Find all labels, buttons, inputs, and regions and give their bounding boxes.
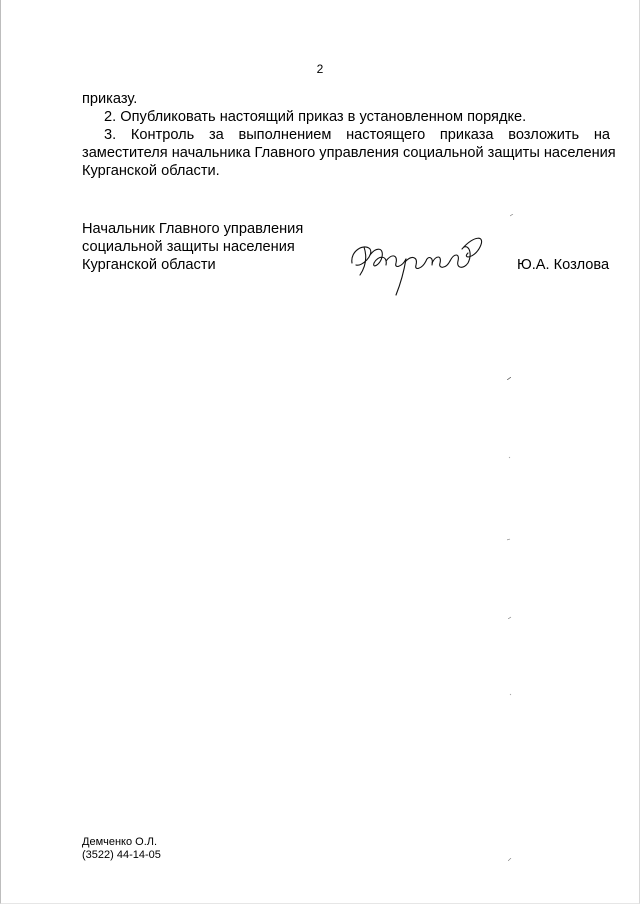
word: приказа [439,127,494,143]
handwritten-signature [344,225,494,297]
word: на [593,127,611,143]
paragraph-continuation: приказу. [82,91,138,107]
position-line: Курганской области [82,257,216,273]
signatory-name: Ю.А. Козлова [517,257,610,273]
scan-speck [510,214,514,217]
position-line: социальной защиты населения [82,239,295,255]
scan-speck [508,616,512,619]
executor-info [82,836,161,862]
paragraph-control-line-3: Курганской области. [82,163,220,179]
position-line: Начальник Главного управления [82,221,304,237]
word: возложить [508,127,580,143]
scan-speck [507,377,511,380]
signatory-position [82,220,303,274]
word: 3. Контроль [104,127,195,143]
paragraph-publish: 2. Опубликовать настоящий приказ в установленном порядке. [104,109,527,125]
paragraph-control-line-2: заместителя начальника Главного управления социальной защиты населения [82,145,616,161]
word: настоящего [346,127,426,143]
executor-phone: (3522) 44-14-05 [82,849,161,861]
scan-speck [508,456,512,459]
word: за [208,127,224,143]
scan-speck [508,858,512,861]
page-number: 2 [316,62,324,76]
scan-speck [509,693,513,696]
order-text [82,90,616,180]
word: выполнением [238,127,332,143]
scan-speck [507,538,511,541]
executor-name: Демченко О.Л. [82,836,158,848]
paragraph-control-line-1 [82,126,610,144]
